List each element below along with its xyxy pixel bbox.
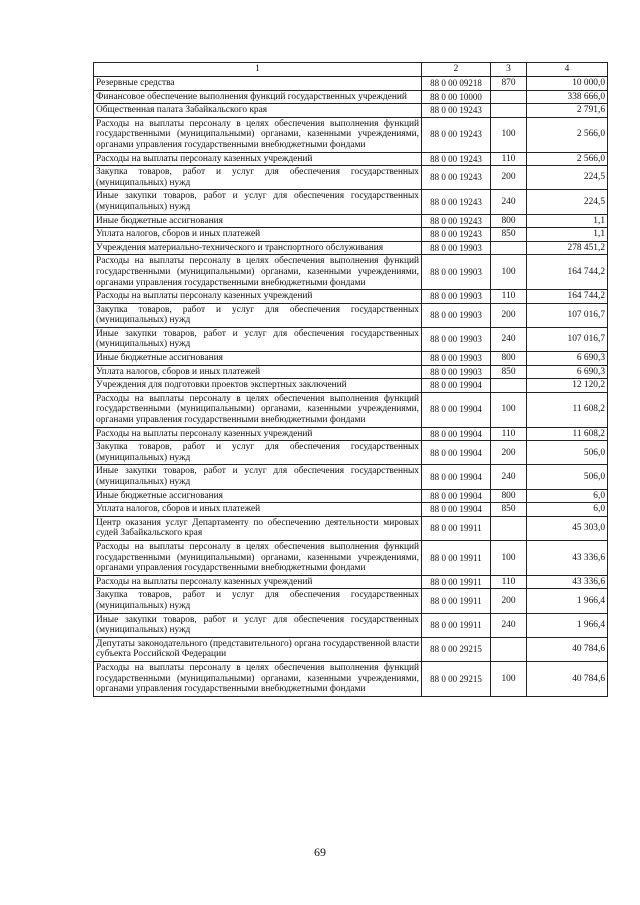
target-code-cell: 88 0 00 09218 [422, 77, 491, 91]
target-code-cell: 88 0 00 19903 [422, 327, 491, 351]
expense-name-cell: Закупка товаров, работ и услуг для обеспечения государственных (муниципальных) нужд [94, 166, 422, 190]
header-col-1: 1 [94, 63, 422, 77]
expense-name-cell: Иные бюджетные ассигнования [94, 214, 422, 228]
expense-type-cell [491, 104, 527, 118]
table-row [94, 228, 608, 242]
expense-type-cell: 200 [491, 589, 527, 613]
page-number: 69 [314, 845, 326, 859]
table-row [94, 190, 608, 214]
budget-table [93, 62, 608, 697]
table-row [94, 214, 608, 228]
expense-name-cell: Иные закупки товаров, работ и услуг для обеспечения государственных (муниципальных) нужд [94, 613, 422, 637]
expense-name-cell: Расходы на выплаты персоналу казенных учреждений [94, 575, 422, 589]
table-row [94, 613, 608, 637]
amount-cell: 107 016,7 [527, 303, 608, 327]
expense-type-cell: 240 [491, 190, 527, 214]
expense-type-cell: 110 [491, 575, 527, 589]
amount-cell: 1 966,4 [527, 613, 608, 637]
table-row [94, 392, 608, 427]
table-row [94, 516, 608, 540]
expense-name-cell: Центр оказания услуг Департаменту по обеспечению деятельности мировых судей Забайкальского края [94, 516, 422, 540]
table-row [94, 104, 608, 118]
amount-cell: 107 016,7 [527, 327, 608, 351]
target-code-cell: 88 0 00 19243 [422, 152, 491, 166]
table-row [94, 503, 608, 517]
expense-type-cell [491, 90, 527, 104]
expense-name-cell: Закупка товаров, работ и услуг для обеспечения государственных (муниципальных) нужд [94, 589, 422, 613]
amount-cell: 224,5 [527, 166, 608, 190]
expense-type-cell: 240 [491, 465, 527, 489]
target-code-cell: 88 0 00 19903 [422, 290, 491, 304]
table-row [94, 152, 608, 166]
amount-cell: 1,1 [527, 214, 608, 228]
table-row [94, 661, 608, 696]
expense-name-cell: Расходы на выплаты персоналу в целях обеспечения выполнения функций государственными (муниципальными) органами, казенными учреждениями, органами управления государственными внебюджетными фондами [94, 661, 422, 696]
table-row [94, 575, 608, 589]
header-row [94, 63, 608, 77]
amount-cell: 338 666,0 [527, 90, 608, 104]
table-row [94, 465, 608, 489]
expense-name-cell: Расходы на выплаты персоналу в целях обеспечения выполнения функций государственными (муниципальными) органами, казенными учреждениями, органами управления государственными внебюджетными фондами [94, 255, 422, 290]
target-code-cell: 88 0 00 19243 [422, 104, 491, 118]
header-col-4: 4 [527, 63, 608, 77]
expense-name-cell: Депутаты законодательного (представительного) органа государственной власти субъекта Российской Федерации [94, 637, 422, 661]
expense-type-cell: 110 [491, 152, 527, 166]
amount-cell: 40 784,6 [527, 637, 608, 661]
header-col-2: 2 [422, 63, 491, 77]
expense-type-cell: 800 [491, 214, 527, 228]
expense-type-cell: 200 [491, 303, 527, 327]
expense-type-cell: 240 [491, 613, 527, 637]
expense-name-cell: Уплата налогов, сборов и иных платежей [94, 503, 422, 517]
expense-type-cell: 100 [491, 117, 527, 152]
target-code-cell: 88 0 00 19903 [422, 241, 491, 255]
expense-type-cell: 850 [491, 503, 527, 517]
amount-cell: 12 120,2 [527, 379, 608, 393]
expense-name-cell: Расходы на выплаты персоналу в целях обеспечения выполнения функций государственными (муниципальными) органами, казенными учреждениями, органами управления государственными внебюджетными фондами [94, 540, 422, 575]
amount-cell: 43 336,6 [527, 540, 608, 575]
target-code-cell: 88 0 00 29215 [422, 637, 491, 661]
expense-type-cell: 110 [491, 427, 527, 441]
amount-cell: 164 744,2 [527, 255, 608, 290]
table-row [94, 365, 608, 379]
expense-name-cell: Иные бюджетные ассигнования [94, 352, 422, 366]
expense-type-cell: 850 [491, 365, 527, 379]
target-code-cell: 88 0 00 19243 [422, 190, 491, 214]
expense-name-cell: Учреждения материально-технического и транспортного обслуживания [94, 241, 422, 255]
table-row [94, 117, 608, 152]
expense-type-cell: 100 [491, 540, 527, 575]
table-row [94, 303, 608, 327]
expense-type-cell: 100 [491, 661, 527, 696]
target-code-cell: 88 0 00 19903 [422, 303, 491, 327]
target-code-cell: 88 0 00 19911 [422, 589, 491, 613]
amount-cell: 6,0 [527, 503, 608, 517]
table-row [94, 441, 608, 465]
amount-cell: 11 608,2 [527, 427, 608, 441]
expense-type-cell: 870 [491, 77, 527, 91]
target-code-cell: 88 0 00 19904 [422, 441, 491, 465]
table-row [94, 379, 608, 393]
target-code-cell: 88 0 00 19904 [422, 427, 491, 441]
target-code-cell: 88 0 00 19904 [422, 379, 491, 393]
amount-cell: 10 000,0 [527, 77, 608, 91]
amount-cell: 6,0 [527, 489, 608, 503]
expense-type-cell: 850 [491, 228, 527, 242]
target-code-cell: 88 0 00 19911 [422, 613, 491, 637]
target-code-cell: 88 0 00 19243 [422, 228, 491, 242]
amount-cell: 6 690,3 [527, 365, 608, 379]
table-row [94, 290, 608, 304]
amount-cell: 506,0 [527, 441, 608, 465]
expense-name-cell: Иные закупки товаров, работ и услуг для обеспечения государственных (муниципальных) нужд [94, 465, 422, 489]
expense-name-cell: Иные закупки товаров, работ и услуг для обеспечения государственных (муниципальных) нужд [94, 327, 422, 351]
amount-cell: 45 303,0 [527, 516, 608, 540]
target-code-cell: 88 0 00 19243 [422, 166, 491, 190]
target-code-cell: 88 0 00 10000 [422, 90, 491, 104]
table-row [94, 489, 608, 503]
target-code-cell: 88 0 00 19904 [422, 465, 491, 489]
expense-name-cell: Расходы на выплаты персоналу в целях обеспечения выполнения функций государственными (муниципальными) органами, казенными учреждениями, органами управления государственными внебюджетными фондами [94, 392, 422, 427]
expense-type-cell: 200 [491, 441, 527, 465]
amount-cell: 2 791,6 [527, 104, 608, 118]
target-code-cell: 88 0 00 19911 [422, 540, 491, 575]
expense-type-cell: 110 [491, 290, 527, 304]
expense-type-cell [491, 379, 527, 393]
expense-name-cell: Уплата налогов, сборов и иных платежей [94, 228, 422, 242]
expense-name-cell: Закупка товаров, работ и услуг для обеспечения государственных (муниципальных) нужд [94, 303, 422, 327]
expense-type-cell: 100 [491, 255, 527, 290]
amount-cell: 164 744,2 [527, 290, 608, 304]
expense-type-cell: 100 [491, 392, 527, 427]
amount-cell: 43 336,6 [527, 575, 608, 589]
expense-name-cell: Общественная палата Забайкальского края [94, 104, 422, 118]
target-code-cell: 88 0 00 29215 [422, 661, 491, 696]
table-row [94, 327, 608, 351]
expense-type-cell: 800 [491, 352, 527, 366]
amount-cell: 11 608,2 [527, 392, 608, 427]
amount-cell: 1,1 [527, 228, 608, 242]
expense-name-cell: Уплата налогов, сборов и иных платежей [94, 365, 422, 379]
expense-name-cell: Иные закупки товаров, работ и услуг для обеспечения государственных (муниципальных) нужд [94, 190, 422, 214]
table-row [94, 637, 608, 661]
target-code-cell: 88 0 00 19903 [422, 352, 491, 366]
table-row [94, 241, 608, 255]
expense-name-cell: Расходы на выплаты персоналу казенных учреждений [94, 427, 422, 441]
amount-cell: 1 966,4 [527, 589, 608, 613]
expense-type-cell: 200 [491, 166, 527, 190]
target-code-cell: 88 0 00 19911 [422, 516, 491, 540]
table-row [94, 166, 608, 190]
target-code-cell: 88 0 00 19903 [422, 255, 491, 290]
expense-name-cell: Иные бюджетные ассигнования [94, 489, 422, 503]
table-row [94, 540, 608, 575]
expense-name-cell: Резервные средства [94, 77, 422, 91]
expense-type-cell [491, 516, 527, 540]
amount-cell: 278 451,2 [527, 241, 608, 255]
target-code-cell: 88 0 00 19903 [422, 365, 491, 379]
target-code-cell: 88 0 00 19904 [422, 489, 491, 503]
table-row [94, 589, 608, 613]
target-code-cell: 88 0 00 19243 [422, 117, 491, 152]
expense-name-cell: Учреждения для подготовки проектов экспертных заключений [94, 379, 422, 393]
target-code-cell: 88 0 00 19911 [422, 575, 491, 589]
expense-type-cell [491, 637, 527, 661]
header-col-3: 3 [491, 63, 527, 77]
amount-cell: 40 784,6 [527, 661, 608, 696]
table-row [94, 255, 608, 290]
amount-cell: 2 566,0 [527, 117, 608, 152]
table-row [94, 427, 608, 441]
table-row [94, 77, 608, 91]
expense-type-cell: 800 [491, 489, 527, 503]
amount-cell: 6 690,3 [527, 352, 608, 366]
target-code-cell: 88 0 00 19243 [422, 214, 491, 228]
amount-cell: 224,5 [527, 190, 608, 214]
expense-type-cell: 240 [491, 327, 527, 351]
amount-cell: 506,0 [527, 465, 608, 489]
target-code-cell: 88 0 00 19904 [422, 503, 491, 517]
expense-name-cell: Расходы на выплаты персоналу казенных учреждений [94, 290, 422, 304]
table-row [94, 352, 608, 366]
expense-name-cell: Расходы на выплаты персоналу в целях обеспечения выполнения функций государственными (муниципальными) органами, казенными учреждениями, органами управления государственными внебюджетными фондами [94, 117, 422, 152]
expense-name-cell: Финансовое обеспечение выполнения функций государственных учреждений [94, 90, 422, 104]
expense-type-cell [491, 241, 527, 255]
target-code-cell: 88 0 00 19904 [422, 392, 491, 427]
amount-cell: 2 566,0 [527, 152, 608, 166]
expense-name-cell: Расходы на выплаты персоналу казенных учреждений [94, 152, 422, 166]
table-row [94, 90, 608, 104]
expense-name-cell: Закупка товаров, работ и услуг для обеспечения государственных (муниципальных) нужд [94, 441, 422, 465]
